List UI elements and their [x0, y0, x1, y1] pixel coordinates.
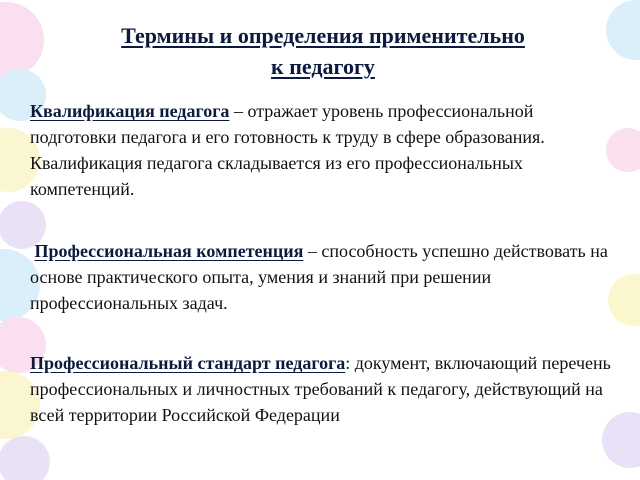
definition-standard [30, 350, 620, 428]
definition-text-competence: – способность успешно действовать на основе практического опыта, умения и знаний при решении профессиональных задач. [30, 241, 608, 313]
slide-title [30, 20, 616, 82]
definition-text-qualification: – отражает уровень профессиональной подготовки педагога и его готовность к труду в сфере образования. Квалификация педагога складывается из его профессиональных компетенций. [30, 101, 545, 199]
definition-text-standard: : документ, включающий перечень профессиональных и личностных требований к педагогу, действующий на всей территории Российской Федерации [30, 353, 611, 425]
slide-title-line-2: к педагогу [271, 54, 375, 79]
slide-title-line-1: Термины и определения применительно [121, 23, 525, 48]
term-standard: Профессиональный стандарт педагога [30, 353, 346, 373]
term-qualification: Квалификация педагога [30, 101, 230, 121]
definition-qualification [30, 98, 620, 202]
term-competence: Профессиональная компетенция [34, 241, 304, 261]
definition-competence [30, 238, 620, 316]
